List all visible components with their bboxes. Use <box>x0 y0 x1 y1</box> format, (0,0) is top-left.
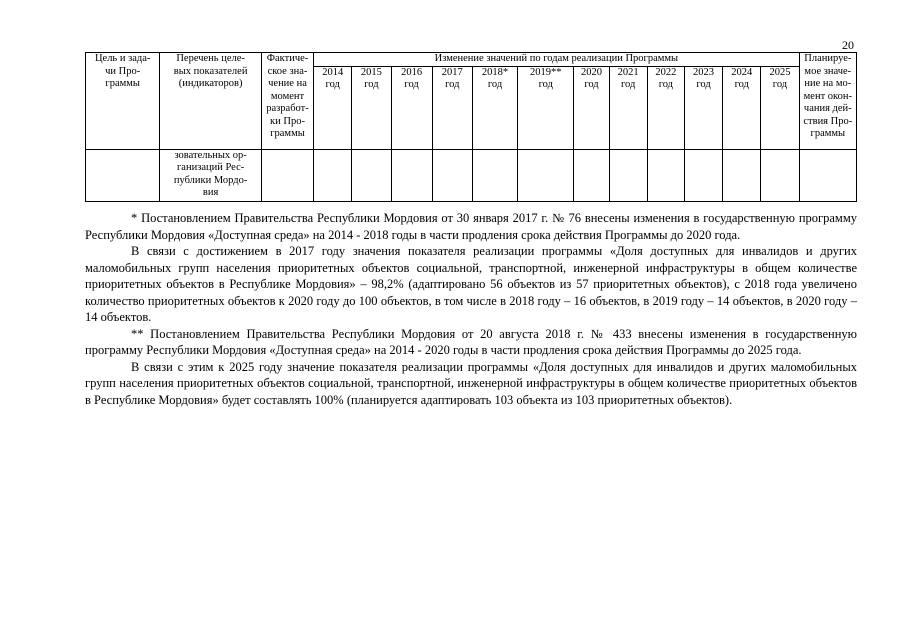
header-actual-value: Фактиче- ское зна- чение на момент разработ- ки Про- граммы <box>261 53 313 150</box>
page-number: 20 <box>842 38 854 52</box>
year-2017: 2017 год <box>432 66 472 149</box>
cell-2025 <box>761 149 799 201</box>
header-changes-by-year: Изменение значений по годам реализации Программы <box>314 53 799 67</box>
cell-goal <box>86 149 160 201</box>
footnote-paragraph: * Постановлением Правительства Республики Мордовия от 30 января 2017 г. № 76 внесены изменения в государственную программу Республики Мордовия «Доступная среда» на 2014 - 2018 годы в части продления срока действия Программы до 2020 года. <box>85 211 857 242</box>
footnote-paragraph: В связи с этим к 2025 году значение показателя реализации программы «Доля доступных для инвалидов и других маломобильных групп населения приоритетных объектов социальной, транспортной, инженерной инфраструктуры в общем количестве приоритетных объектов в Республике Мордовия» будет составлять 100% (планируется адаптировать 103 объекта из 103 приоритетных объектов). <box>85 359 857 407</box>
footnote-paragraph: В связи с достижением в 2017 году значения показателя реализации программы «Доля доступных для инвалидов и других маломобильных групп населения приоритетных объектов социальной, транспортной, инженерной инфраструктуры в общем количестве приоритетных объектов в Республике Мордовия» – 98,2% (адаптировано 56 объектов из 57 приоритетных объектов), с 2018 года увеличено количество приоритетных объектов к 2020 году до 100 объектов, в том числе в 2018 году – 16 объектов, в 2019 году – 14 объектов, в 2020 году – 14 объектов. <box>85 244 857 324</box>
footnotes <box>85 210 857 408</box>
year-2018: 2018* год <box>472 66 517 149</box>
cell-2014 <box>314 149 352 201</box>
footnote-paragraph: ** Постановлением Правительства Республики Мордовия от 20 августа 2018 г. № 433 внесены изменения в государственную программу Республики Мордовия «Доступная среда» на 2014 - 2020 годы в части продления срока действия Программы до 2025 года. <box>85 326 857 357</box>
header-planned-value: Планируе- мое значе- ние на мо- мент окон- чания дей- ствия Про- граммы <box>799 53 856 150</box>
cell-indicator: зовательных ор- ганизаций Рес- публики Мордо- вия <box>160 149 262 201</box>
year-2015: 2015 год <box>352 66 391 149</box>
year-2016: 2016 год <box>391 66 432 149</box>
cell-2018 <box>472 149 517 201</box>
cell-2023 <box>684 149 722 201</box>
cell-2015 <box>352 149 391 201</box>
year-2024: 2024 год <box>723 66 761 149</box>
cell-2020 <box>574 149 609 201</box>
year-2014: 2014 год <box>314 66 352 149</box>
cell-2017 <box>432 149 472 201</box>
year-2020: 2020 год <box>574 66 609 149</box>
cell-2019 <box>518 149 574 201</box>
cell-2024 <box>723 149 761 201</box>
indicators-table <box>85 52 857 202</box>
table-row <box>86 149 857 201</box>
year-2023: 2023 год <box>684 66 722 149</box>
year-2022: 2022 год <box>647 66 684 149</box>
year-2019: 2019** год <box>518 66 574 149</box>
cell-2021 <box>609 149 647 201</box>
year-2021: 2021 год <box>609 66 647 149</box>
year-2025: 2025 год <box>761 66 799 149</box>
table-header-row <box>86 53 857 67</box>
cell-actual <box>261 149 313 201</box>
cell-2016 <box>391 149 432 201</box>
header-indicators: Перечень целе- вых показателей (индикаторов) <box>160 53 262 150</box>
cell-2022 <box>647 149 684 201</box>
cell-planned <box>799 149 856 201</box>
header-goal: Цель и зада- чи Про- граммы <box>86 53 160 150</box>
